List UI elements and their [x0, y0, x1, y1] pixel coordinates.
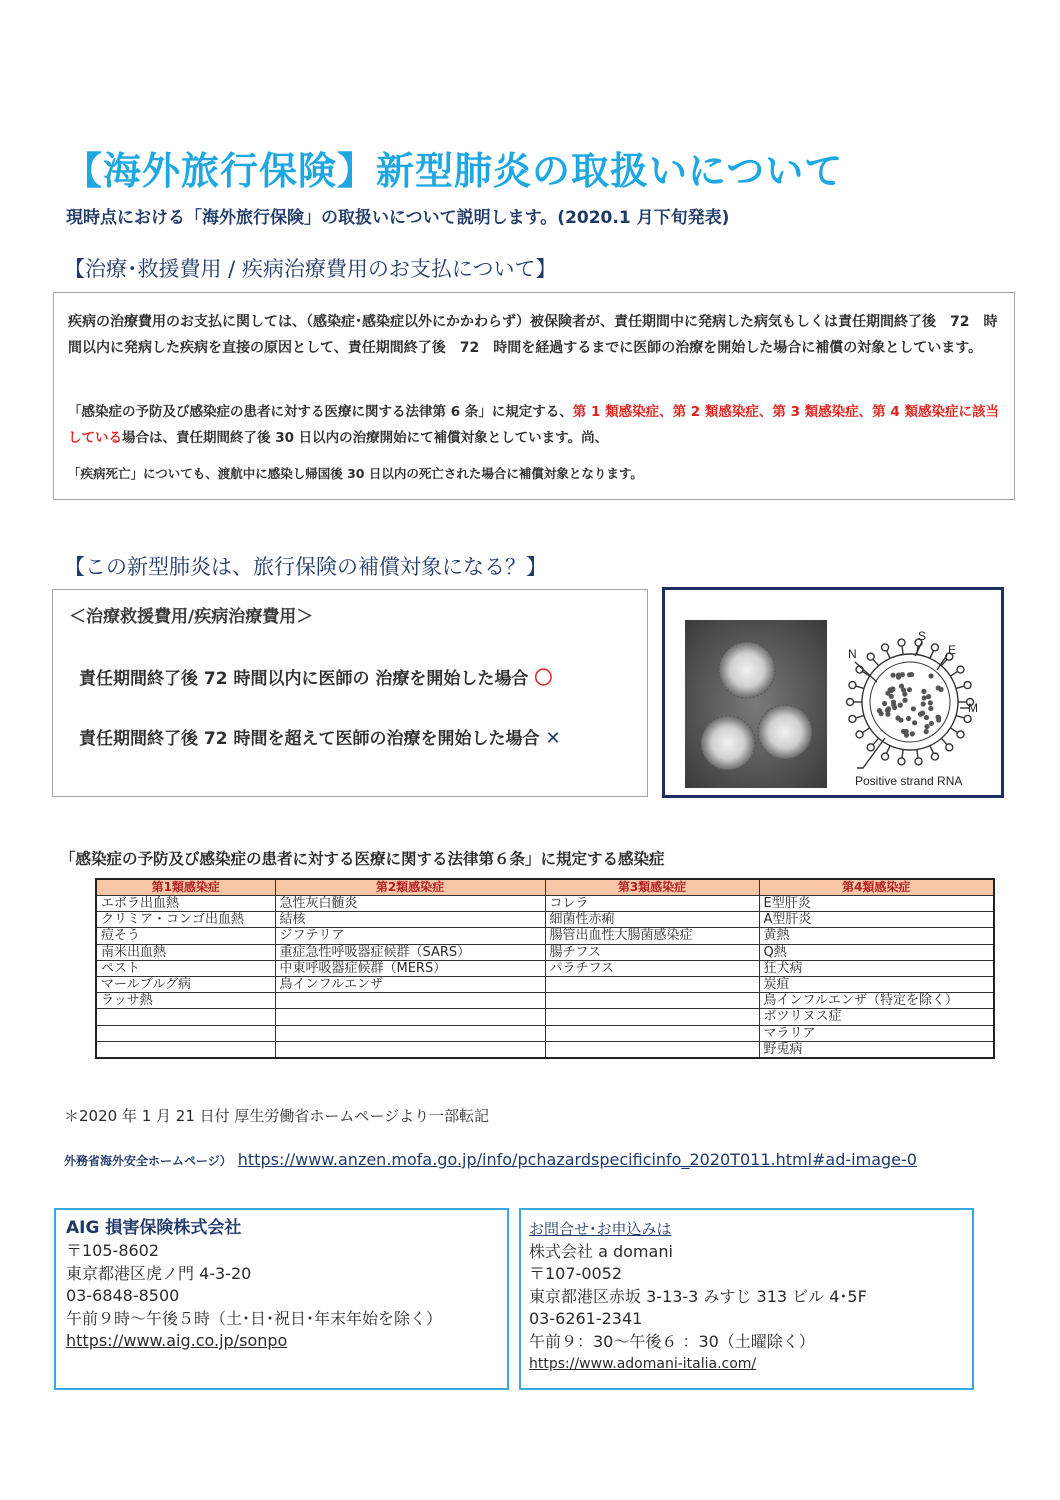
- rna-dot: [928, 706, 933, 711]
- rna-dot: [889, 694, 894, 699]
- covered-circle-icon: 〇: [534, 668, 553, 689]
- infectious-disease-table-title: 「感染症の予防及び感染症の患者に対する医療に関する法律第６条」に規定する感染症: [60, 850, 665, 868]
- aig-contact-box: [54, 1208, 509, 1390]
- table-cell: [275, 1025, 545, 1041]
- table-cell: 炭疽: [759, 976, 994, 992]
- electron-micrograph: [685, 620, 827, 788]
- table-row: [96, 944, 994, 960]
- spike-head: [882, 753, 889, 760]
- adomani-company-name: 株式会社 a domani: [529, 1241, 673, 1261]
- table-row: [96, 896, 994, 912]
- table-cell: ペスト: [96, 960, 275, 976]
- table-cell: [275, 1041, 545, 1058]
- spike-head: [931, 644, 938, 651]
- mofa-label: 外務省海外安全ホームページ）: [64, 1154, 232, 1168]
- table-cell: Q熱: [759, 944, 994, 960]
- table-cell: 狂犬病: [759, 960, 994, 976]
- payment-paragraph-2: [68, 399, 1004, 451]
- spike-head: [957, 666, 964, 673]
- rna-dot: [918, 712, 923, 717]
- spike-head: [882, 644, 889, 651]
- table-cell: ジフテリア: [275, 928, 545, 944]
- treatment-payment-box: [53, 292, 1015, 500]
- table-cell: 腸チフス: [545, 944, 759, 960]
- adomani-hours: 午前９：30～午後６ ：30（土曜除く）: [529, 1331, 815, 1351]
- label-e: E: [948, 643, 957, 657]
- table-row: [96, 960, 994, 976]
- page-title: 【海外旅行保険】新型肺炎の取扱いについて: [64, 149, 844, 193]
- table-cell: 鳥インフルエンザ: [275, 976, 545, 992]
- rna-dot: [921, 689, 926, 694]
- table-row: [96, 1009, 994, 1025]
- spike-stem: [930, 746, 934, 754]
- rna-dot: [904, 732, 909, 737]
- spike-head: [849, 715, 856, 722]
- rna-dot: [906, 716, 911, 721]
- spike-head: [898, 639, 905, 646]
- spike-head: [856, 666, 863, 673]
- label-m: M: [968, 701, 978, 715]
- spike-head: [964, 682, 971, 689]
- mofa-reference: [64, 1150, 917, 1169]
- payment-paragraph-2-highlight: 第 1 類感染症、第 2 類感染症、第 3 類感染症、第 4 類感染症に該当している: [68, 404, 999, 446]
- table-cell: [545, 1041, 759, 1058]
- aig-website-link[interactable]: https://www.aig.co.jp/sonpo: [66, 1331, 288, 1350]
- table-cell: マールブルグ病: [96, 976, 275, 992]
- spike-head: [957, 731, 964, 738]
- table-cell: [275, 1009, 545, 1025]
- rna-dot: [924, 715, 929, 720]
- table-cell: [96, 1009, 275, 1025]
- payment-paragraph-3: 「疾病死亡」についても、渡航中に感染し帰国後 30 日以内の死亡された場合に補償対象となります。: [68, 466, 643, 481]
- rna-dot: [907, 687, 912, 692]
- spike-stem: [956, 686, 965, 689]
- table-body: [96, 896, 994, 1058]
- spike-stem: [950, 728, 958, 733]
- coronavirus-image-panel: [662, 587, 1004, 798]
- payment-paragraph-2-pre: 「感染症の予防及び感染症の患者に対する医療に関する法律第 6 条」に規定する、: [68, 404, 573, 420]
- table-cell: 細菌性赤痢: [545, 912, 759, 928]
- rna-dot: [924, 729, 929, 734]
- adomani-address: 東京都港区赤坂 3-13-3 みすじ 313 ビル 4･5F: [529, 1286, 867, 1306]
- rna-dot: [928, 673, 933, 678]
- payment-paragraph-1: 疾病の治療費用のお支払に関しては、（感染症･感染症以外にかかわらず）被保険者が、責任期間中に発病した病気もしくは責任期間終了後 72 時間以内に発病した疾病を直接の原因として、責任期間終了後 72 時間を経過するまでに医師の治療を開始した場合に補償の対象としています。: [68, 314, 998, 356]
- table-row: [96, 993, 994, 1009]
- spike-head: [849, 682, 856, 689]
- spike-head: [931, 753, 938, 760]
- aig-address: 東京都港区虎ノ門 4-3-20: [66, 1263, 252, 1283]
- rna-dot: [924, 724, 929, 729]
- table-cell: ラッサ熱: [96, 993, 275, 1009]
- rna-dot: [899, 684, 904, 689]
- table-cell: 結核: [275, 912, 545, 928]
- adomani-postal-code: 〒107-0052: [529, 1264, 623, 1283]
- table-header-class3: 第3類感染症: [545, 879, 759, 896]
- rna-dot: [921, 701, 926, 706]
- spike-stem: [950, 671, 958, 676]
- adomani-contact-box: [519, 1208, 974, 1390]
- rna-dot: [911, 706, 916, 711]
- table-cell: [545, 1009, 759, 1025]
- page-subtitle: 現時点における「海外旅行保険」の取扱いについて説明します。(2020.1 月下旬発表): [66, 208, 730, 228]
- aig-company-name: AIG 損害保険株式会社: [66, 1218, 242, 1238]
- rna-dot: [902, 698, 907, 703]
- rna-dot: [888, 687, 893, 692]
- infectious-disease-table: [95, 878, 995, 1059]
- spike-stem: [855, 716, 864, 719]
- table-header-class4: 第4類感染症: [759, 879, 994, 896]
- table-cell: [96, 1041, 275, 1058]
- coverage-case-over-72h: [79, 724, 561, 749]
- table-cell: 黄熱: [759, 928, 994, 944]
- table-row: [96, 976, 994, 992]
- spike-stem: [873, 738, 879, 745]
- table-cell: A型肝炎: [759, 912, 994, 928]
- spike-head: [898, 758, 905, 765]
- rna-dot: [926, 694, 931, 699]
- aig-hours: 午前９時～午後５時（土･日･祝日･年末年始を除く）: [66, 1308, 443, 1328]
- spike-stem: [917, 750, 918, 759]
- table-cell: 重症急性呼吸器症候群（SARS）: [275, 944, 545, 960]
- table-cell: 南米出血熱: [96, 944, 275, 960]
- spike-stem: [930, 650, 934, 658]
- table-cell: マラリア: [759, 1025, 994, 1041]
- rna-dot: [929, 721, 934, 726]
- table-cell: エボラ出血熱: [96, 896, 275, 912]
- table-row: [96, 928, 994, 944]
- table-cell: 鳥インフルエンザ（特定を除く）: [759, 993, 994, 1009]
- table-header-class1: 第1類感染症: [96, 879, 275, 896]
- table-cell: [275, 993, 545, 1009]
- table-cell: [545, 976, 759, 992]
- table-cell: ボツリヌス症: [759, 1009, 994, 1025]
- spike-head: [946, 744, 953, 751]
- spike-stem: [956, 716, 965, 719]
- table-cell: [545, 1025, 759, 1041]
- rna-dot: [898, 718, 903, 723]
- coronavirus-illustration: [665, 590, 1001, 795]
- table-cell: 野兎病: [759, 1041, 994, 1058]
- rna-dot: [936, 717, 941, 722]
- label-positive-strand-rna: Positive strand RNA: [855, 774, 963, 788]
- table-cell: 急性灰白髄炎: [275, 896, 545, 912]
- spike-head: [847, 699, 854, 706]
- rna-dot: [910, 731, 915, 736]
- spike-head: [867, 653, 874, 660]
- source-note: ＊2020 年 1 月 21 日付 厚生労働省ホームページより一部転記: [64, 1107, 490, 1125]
- table-row: [96, 1025, 994, 1041]
- table-row: [96, 1041, 994, 1058]
- rna-dot: [898, 703, 903, 708]
- table-cell: E型肝炎: [759, 896, 994, 912]
- section-heading-coverage-question: 【この新型肺炎は、旅行保険の補償対象になる？】: [64, 555, 547, 579]
- section-heading-treatment-payment: 【治療･救援費用 / 疾病治療費用のお支払について】: [64, 257, 557, 281]
- coverage-category-label: ＜治療救援費用/疾病治療費用＞: [69, 607, 314, 627]
- spike-stem: [873, 659, 879, 666]
- rna-dot: [907, 672, 912, 677]
- spike-head: [867, 744, 874, 751]
- spike-stem: [902, 646, 903, 655]
- spike-stem: [886, 746, 890, 754]
- label-s: S: [918, 629, 927, 643]
- table-cell: 中東呼吸器症候群（MERS）: [275, 960, 545, 976]
- rna-dot: [912, 720, 917, 725]
- payment-paragraph-2-post: 場合は、責任期間終了後 30 日以内の治療開始にて補償対象としています。尚、: [122, 430, 609, 446]
- adomani-contact-heading: お問合せ･お申込みは: [529, 1220, 672, 1238]
- spike-stem: [886, 650, 890, 658]
- table-cell: [96, 1025, 275, 1041]
- table-cell: クリミア・コンゴ出血熱: [96, 912, 275, 928]
- table-header-row: [96, 879, 994, 896]
- coverage-case-over-72h-text: 責任期間終了後 72 時間を超えて医師の治療を開始した場合: [79, 729, 540, 749]
- rna-dot: [890, 673, 895, 678]
- spike-head: [915, 758, 922, 765]
- rna-dot: [936, 685, 941, 690]
- spike-stem: [902, 750, 903, 759]
- coverage-case-within-72h-text: 責任期間終了後 72 時間以内に医師の 治療を開始した場合: [79, 669, 529, 689]
- mofa-link[interactable]: https://www.anzen.mofa.go.jp/info/pchazardspecificinfo_2020T011.html#ad-image-0: [237, 1150, 917, 1169]
- not-covered-cross-icon: ✕: [545, 728, 561, 749]
- table-header-class2: 第2類感染症: [275, 879, 545, 896]
- label-n: N: [848, 647, 857, 661]
- adomani-phone: 03-6261-2341: [529, 1309, 643, 1328]
- aig-postal-code: 〒105-8602: [66, 1241, 160, 1260]
- coverage-box: [52, 589, 648, 797]
- rna-dot: [891, 702, 896, 707]
- table-cell: 痘そう: [96, 928, 275, 944]
- spike-head: [856, 731, 863, 738]
- table-cell: パラチフス: [545, 960, 759, 976]
- spike-stem: [855, 686, 864, 689]
- virus-structure-diagram: [847, 639, 974, 768]
- adomani-website-link[interactable]: https://www.adomani-italia.com/: [529, 1356, 757, 1372]
- spike-stem: [941, 738, 947, 745]
- rna-dot: [928, 700, 933, 705]
- table-cell: [545, 993, 759, 1009]
- coverage-case-within-72h: [79, 664, 552, 690]
- rna-dot: [922, 695, 927, 700]
- table-row: [96, 912, 994, 928]
- rna-dot: [882, 701, 887, 706]
- table-cell: 腸管出血性大腸菌感染症: [545, 928, 759, 944]
- table-cell: コレラ: [545, 896, 759, 912]
- spike-head: [964, 715, 971, 722]
- rna-dot: [900, 672, 905, 677]
- aig-phone: 03-6848-8500: [66, 1286, 180, 1305]
- spike-stem: [862, 728, 870, 733]
- rna-dot: [877, 708, 882, 713]
- rna-dot: [886, 706, 891, 711]
